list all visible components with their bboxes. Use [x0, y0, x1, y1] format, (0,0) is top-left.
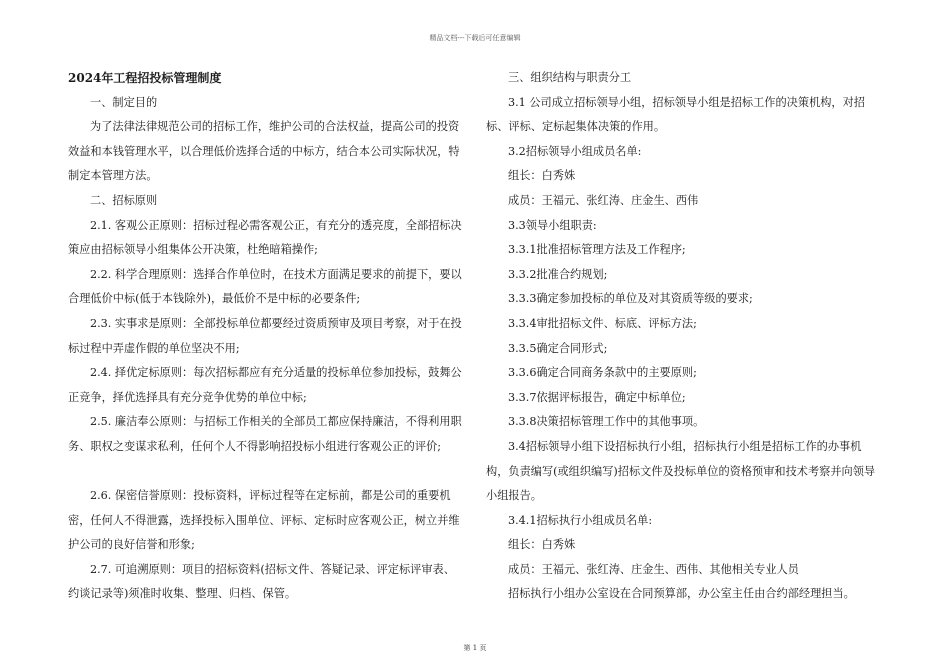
paragraph-3-3-2: 3.3.2批准合约规划; [508, 267, 608, 281]
paragraph-2-4: 2.4. 择优定标原则：每次招标都应有充分适量的投标单位参加投标，鼓舞公正竞争，择优选择具有充分竞争优势的单位中标; [68, 366, 462, 404]
paragraph-3-3-4: 3.3.4审批招标文件、标底、评标方法; [508, 316, 697, 330]
paragraph-2-3: 2.3. 实事求是原则：全部投标单位都要经过资质预审及项目考察，对于在投标过程中弄虚作假的单位坚决不用; [68, 316, 462, 355]
paragraph-3-4: 3.4招标领导小组下设招标执行小组，招标执行小组是招标工作的办事机构，负责编写(或组织编写)招标文件及投标单位的资格预审和技术考察并向领导小组报告。 [486, 439, 876, 503]
paragraph-3-3-3: 3.3.3确定参加投标的单位及对其资质等级的要求; [508, 292, 753, 306]
section-heading-3: 三、组织结构与职责分工 [508, 71, 632, 84]
exec-leader-line: 组长：白秀姝 [508, 538, 576, 552]
office-line: 招标执行小组办公室设在合同预算部，办公室主任由合约部经理担当。 [508, 587, 855, 601]
paragraph-3-1: 3.1 公司成立招标领导小组，招标领导小组是招标工作的决策机构，对招标、评标、定标起集体决策的作用。 [486, 95, 865, 134]
section-heading-1: 一、制定目的 [90, 95, 158, 109]
right-column [486, 66, 882, 607]
paragraph-3-3-8: 3.3.8决策招标管理工作中的其他事项。 [508, 415, 705, 429]
paragraph-3-3: 3.3领导小组职责: [508, 218, 597, 232]
paragraph-3-3-7: 3.3.7依据评标报告，确定中标单位; [508, 390, 686, 404]
leader-line: 组长：白秀姝 [508, 169, 576, 183]
paragraph-3-4-1: 3.4.1招标执行小组成员名单: [508, 513, 653, 527]
section-heading-2: 二、招标原则 [90, 193, 158, 207]
paragraph-3-3-1: 3.3.1批准招标管理方法及工作程序; [508, 243, 686, 257]
paragraph-2-2: 2.2. 科学合理原则：选择合作单位时，在技术方面满足要求的前提下，要以合理低价中标(低于本钱除外)，最低价不是中标的必要条件; [68, 267, 462, 306]
paragraph-3-3-5: 3.3.5确定合同形式; [508, 341, 608, 355]
page-header: 精品文档---下载后可任意编辑 [429, 34, 521, 42]
paragraph-2-7: 2.7. 可追溯原则：项目的招标资料(招标文件、答疑记录、评定标评审表、约谈记录等)须准时收集、整理、归档、保管。 [68, 562, 455, 601]
left-column [68, 66, 463, 607]
members-line: 成员：王福元、张红涛、庄金生、西伟 [508, 193, 699, 207]
paragraph-2-6: 2.6. 保密信誉原则：投标资料，评标过程等在定标前，都是公司的重要机密，任何人不得泄露，选择投标入围单位、评标、定标时应客观公正，树立并维护公司的良好信誉和形象; [68, 489, 460, 552]
paragraph-3-3-6: 3.3.6确定合同商务条款中的主要原则; [508, 366, 697, 380]
page-footer: 第 1 页 [463, 644, 487, 652]
document-title: 2024年工程招投标管理制度 [68, 71, 222, 85]
spacer [68, 460, 463, 485]
paragraph-3-2: 3.2招标领导小组成员名单: [508, 144, 642, 158]
paragraph-purpose: 为了法律法律规范公司的招标工作，维护公司的合法权益，提高公司的投资效益和本钱管理水平，以合理低价选择合适的中标方，结合本公司实际状况，特制定本管理方法。 [68, 120, 460, 183]
exec-members-line: 成员：王福元、张红涛、庄金生、西伟、其他相关专业人员 [508, 562, 799, 576]
paragraph-2-1: 2.1. 客观公正原则：招标过程必需客观公正，有充分的透亮度，全部招标决策应由招标领导小组集体公开决策，杜绝暗箱操作; [68, 218, 462, 257]
paragraph-2-5: 2.5. 廉洁奉公原则：与招标工作相关的全部员工都应保持廉洁，不得利用职务、职权之变谋求私利，任何个人不得影响招投标小组进行客观公正的评价; [68, 415, 462, 453]
